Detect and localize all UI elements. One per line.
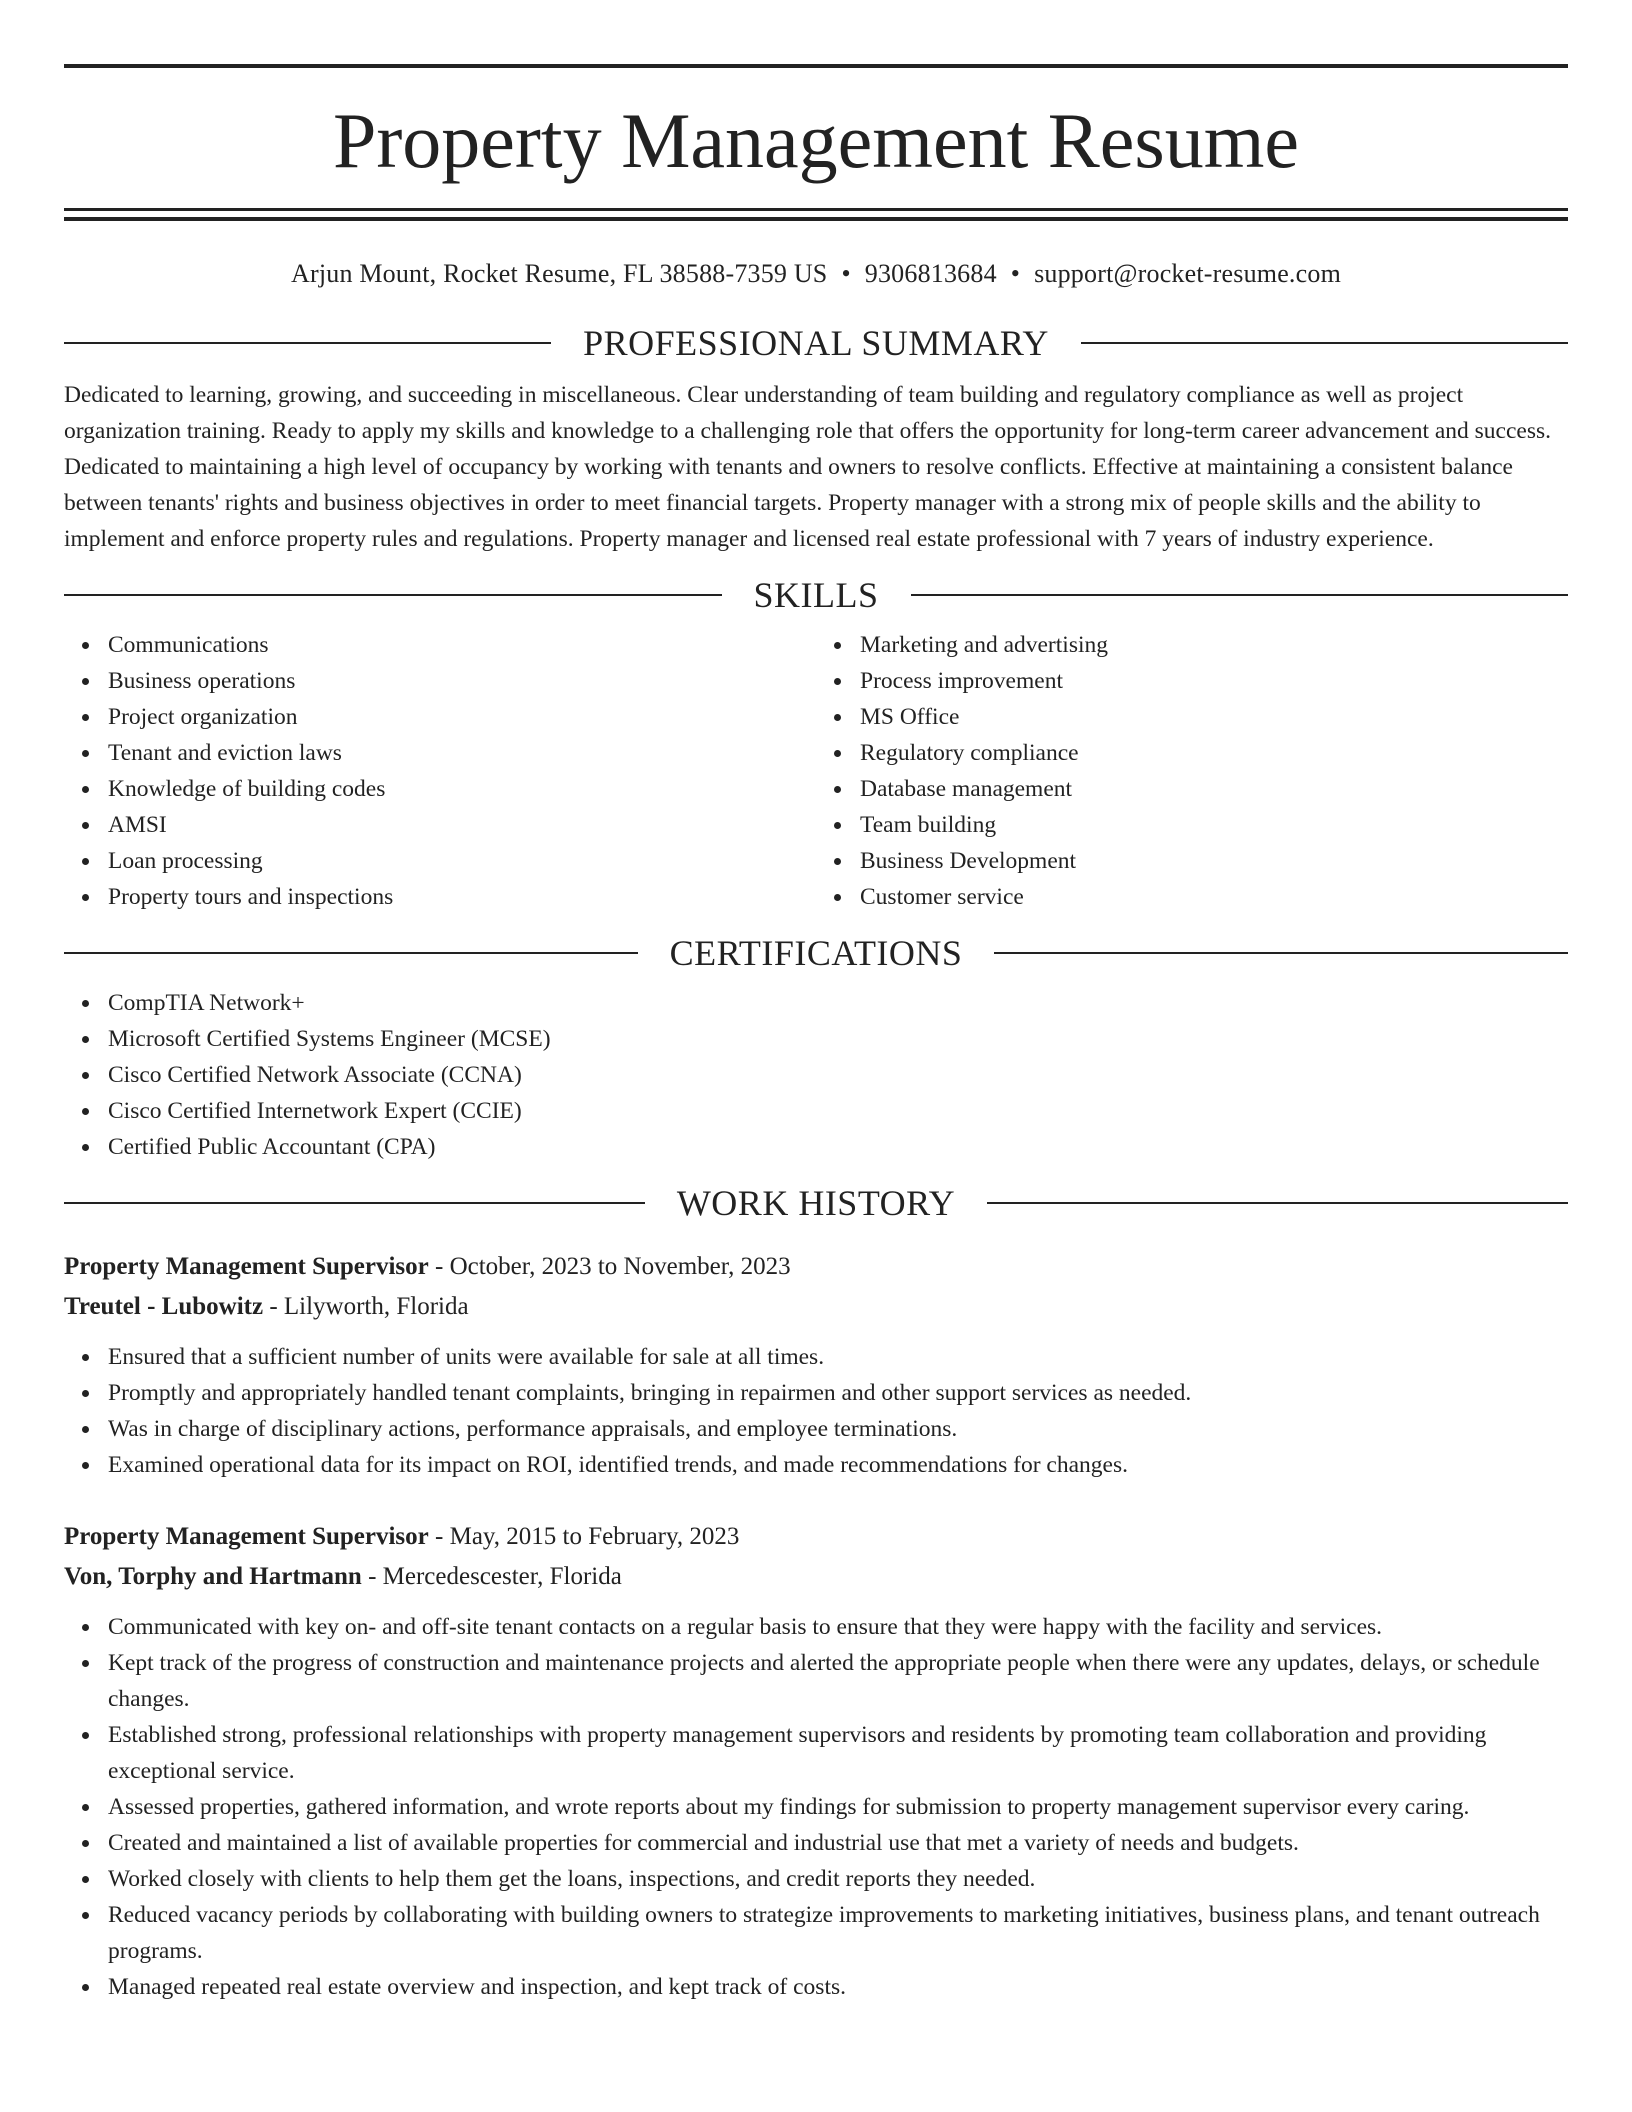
- work-heading: WORK HISTORY: [676, 1183, 956, 1223]
- work-history-list: [64, 1247, 1568, 2005]
- contact-email: support@rocket-resume.com: [1034, 259, 1342, 288]
- list-item: Loan processing: [108, 843, 816, 879]
- job-company-line: [64, 1287, 1568, 1327]
- divider: [987, 1202, 1568, 1204]
- list-item: MS Office: [860, 699, 1568, 735]
- list-item: Communicated with key on- and off-site tenant contacts on a regular basis to ensure that they were happy with the facility and services.: [108, 1609, 1568, 1645]
- divider: [64, 952, 638, 954]
- skills-section-header: [64, 575, 1568, 615]
- contact-phone: 9306813684: [864, 259, 997, 288]
- list-item: Promptly and appropriately handled tenant complaints, bringing in repairmen and other support services as needed.: [108, 1375, 1568, 1411]
- list-item: Project organization: [108, 699, 816, 735]
- list-item: Managed repeated real estate overview and inspection, and kept track of costs.: [108, 1969, 1568, 2005]
- job-title: Property Management Supervisor: [64, 1253, 429, 1280]
- job-entry: [64, 1517, 1568, 2005]
- certifications-heading: CERTIFICATIONS: [669, 933, 963, 973]
- list-item: Business Development: [860, 843, 1568, 879]
- list-item: Business operations: [108, 663, 816, 699]
- list-item: Database management: [860, 771, 1568, 807]
- list-item: Assessed properties, gathered information, and wrote reports about my findings for submission to property management supervisor every caring.: [108, 1789, 1568, 1825]
- list-item: AMSI: [108, 807, 816, 843]
- list-item: Microsoft Certified Systems Engineer (MCSE): [108, 1021, 1568, 1057]
- job-title-line: [64, 1247, 1568, 1287]
- job-company: Treutel - Lubowitz: [64, 1293, 264, 1320]
- list-item: Tenant and eviction laws: [108, 735, 816, 771]
- page-title: Property Management Resume: [332, 97, 1300, 184]
- summary-section-header: [64, 323, 1568, 363]
- list-item: Team building: [860, 807, 1568, 843]
- job-bullets: [64, 1609, 1568, 2005]
- list-item: Communications: [108, 627, 816, 663]
- list-item: Established strong, professional relationships with property management supervisors and residents by promoting team collaboration and providing exceptional service.: [108, 1717, 1568, 1789]
- certifications-section-header: [64, 933, 1568, 973]
- list-item: Kept track of the progress of construction and maintenance projects and alerted the appropriate people when there were any updates, delays, or schedule changes.: [108, 1645, 1568, 1717]
- divider: [64, 342, 551, 344]
- divider: [64, 1202, 645, 1204]
- list-item: Created and maintained a list of available properties for commercial and industrial use that met a variety of needs and budgets.: [108, 1825, 1568, 1861]
- job-entry: [64, 1247, 1568, 1483]
- list-item: Marketing and advertising: [860, 627, 1568, 663]
- title-double-rule: [64, 208, 1568, 221]
- divider: [64, 594, 722, 596]
- job-location: - Lilyworth, Florida: [263, 1293, 469, 1320]
- list-item: Worked closely with clients to help them get the loans, inspections, and credit reports they needed.: [108, 1861, 1568, 1897]
- work-section-header: [64, 1183, 1568, 1223]
- list-item: Knowledge of building codes: [108, 771, 816, 807]
- list-item: Ensured that a sufficient number of units were available for sale at all times.: [108, 1339, 1568, 1375]
- list-item: Was in charge of disciplinary actions, performance appraisals, and employee terminations.: [108, 1411, 1568, 1447]
- contact-separator: •: [1010, 259, 1021, 288]
- contact-separator: •: [841, 259, 851, 288]
- list-item: Regulatory compliance: [860, 735, 1568, 771]
- skills-list-left: [64, 627, 816, 915]
- job-bullets: [64, 1339, 1568, 1483]
- list-item: Cisco Certified Network Associate (CCNA): [108, 1057, 1568, 1093]
- summary-text: Dedicated to learning, growing, and succeeding in miscellaneous. Clear understanding of team building and regulatory compliance as well as project organization training. Ready to apply my skills and knowledge to a challenging role that offers the opportunity for long-term career advancement and success. Dedicated to maintaining a high level of occupancy by working with tenants and owners to resolve conflicts. Effective at maintaining a consistent balance between tenants' rights and business objectives in order to meet financial targets. Property manager with a strong mix of people skills and the ability to implement and enforce property rules and regulations. Property manager and licensed real estate professional with 7 years of industry experience.: [64, 382, 1552, 552]
- resume-page: [64, 0, 1568, 2005]
- divider: [1081, 342, 1568, 344]
- job-dates: - May, 2015 to February, 2023: [428, 1523, 740, 1550]
- contact-address: Arjun Mount, Rocket Resume, FL 38588-7359 US: [290, 259, 828, 288]
- skills-heading: SKILLS: [753, 575, 879, 615]
- job-location: - Mercedescester, Florida: [361, 1563, 622, 1590]
- job-title: Property Management Supervisor: [64, 1523, 429, 1550]
- top-rule: [64, 64, 1568, 68]
- list-item: Cisco Certified Internetwork Expert (CCIE): [108, 1093, 1568, 1129]
- skills-list-right: [816, 627, 1568, 915]
- divider: [994, 952, 1568, 954]
- list-item: Examined operational data for its impact on ROI, identified trends, and made recommendations for changes.: [108, 1447, 1568, 1483]
- summary-heading: PROFESSIONAL SUMMARY: [583, 323, 1049, 363]
- job-title-line: [64, 1517, 1568, 1557]
- skills-grid: [64, 627, 1568, 915]
- list-item: Process improvement: [860, 663, 1568, 699]
- certifications-list: [64, 985, 1568, 1165]
- contact-line: [64, 259, 1568, 299]
- job-company-line: [64, 1557, 1568, 1597]
- list-item: Customer service: [860, 879, 1568, 915]
- list-item: Property tours and inspections: [108, 879, 816, 915]
- job-dates: - October, 2023 to November, 2023: [428, 1253, 791, 1280]
- list-item: Certified Public Accountant (CPA): [108, 1129, 1568, 1165]
- list-item: CompTIA Network+: [108, 985, 1568, 1021]
- divider: [911, 594, 1569, 596]
- list-item: Reduced vacancy periods by collaborating with building owners to strategize improvements to marketing initiatives, business plans, and tenant outreach programs.: [108, 1897, 1568, 1969]
- job-company: Von, Torphy and Hartmann: [64, 1563, 362, 1590]
